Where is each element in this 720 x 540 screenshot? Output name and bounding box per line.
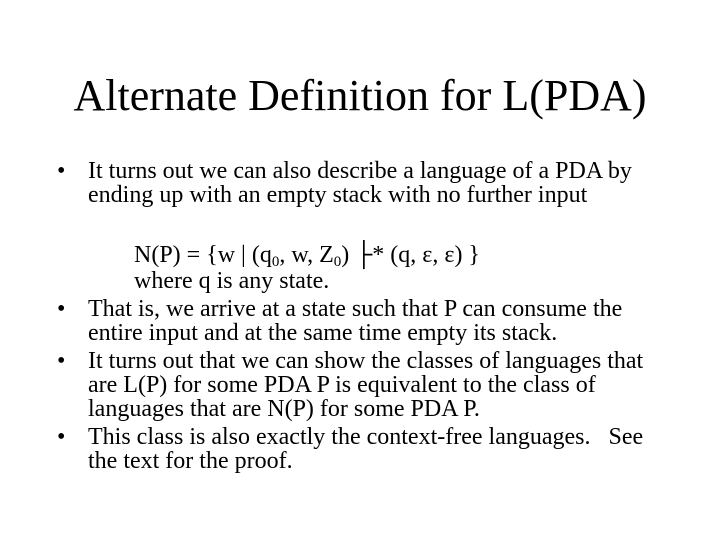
bullet-marker-1: •	[57, 158, 66, 184]
bullet-3-line-2: are L(P) for some PDA P is equivalent to the class of	[88, 372, 596, 398]
formula-subscript-q: 0	[271, 254, 280, 270]
bullet-3-line-1: It turns out that we can show the classes of languages that	[88, 348, 644, 374]
formula-suffix: ) ├* (q, ε, ε) }	[341, 242, 480, 268]
slide-title: Alternate Definition for L(PDA)	[73, 71, 647, 120]
bullet-4-line-2: the text for the proof.	[88, 448, 293, 474]
bullet-1-line-1: It turns out we can also describe a language of a PDA by	[88, 158, 632, 184]
bullet-1-line-2: ending up with an empty stack with no further input	[88, 182, 588, 208]
bullet-2-line-2: entire input and at the same time empty its stack.	[88, 320, 558, 346]
bullet-marker-2: •	[57, 296, 66, 322]
bullet-3-line-3: languages that are N(P) for some PDA P.	[88, 396, 480, 422]
formula-middle: , w, Z	[279, 242, 334, 268]
formula-subscript-z: 0	[333, 254, 342, 270]
bullet-2-line-1: That is, we arrive at a state such that P can consume the	[88, 296, 623, 322]
bullet-4-line-1: This class is also exactly the context-free languages. See	[88, 424, 644, 450]
bullet-marker-3: •	[57, 348, 66, 374]
formula-condition: where q is any state.	[134, 268, 330, 294]
formula-line	[134, 242, 480, 268]
bullet-marker-4: •	[57, 424, 66, 450]
formula-prefix: N(P) = {w | (q	[134, 242, 272, 268]
